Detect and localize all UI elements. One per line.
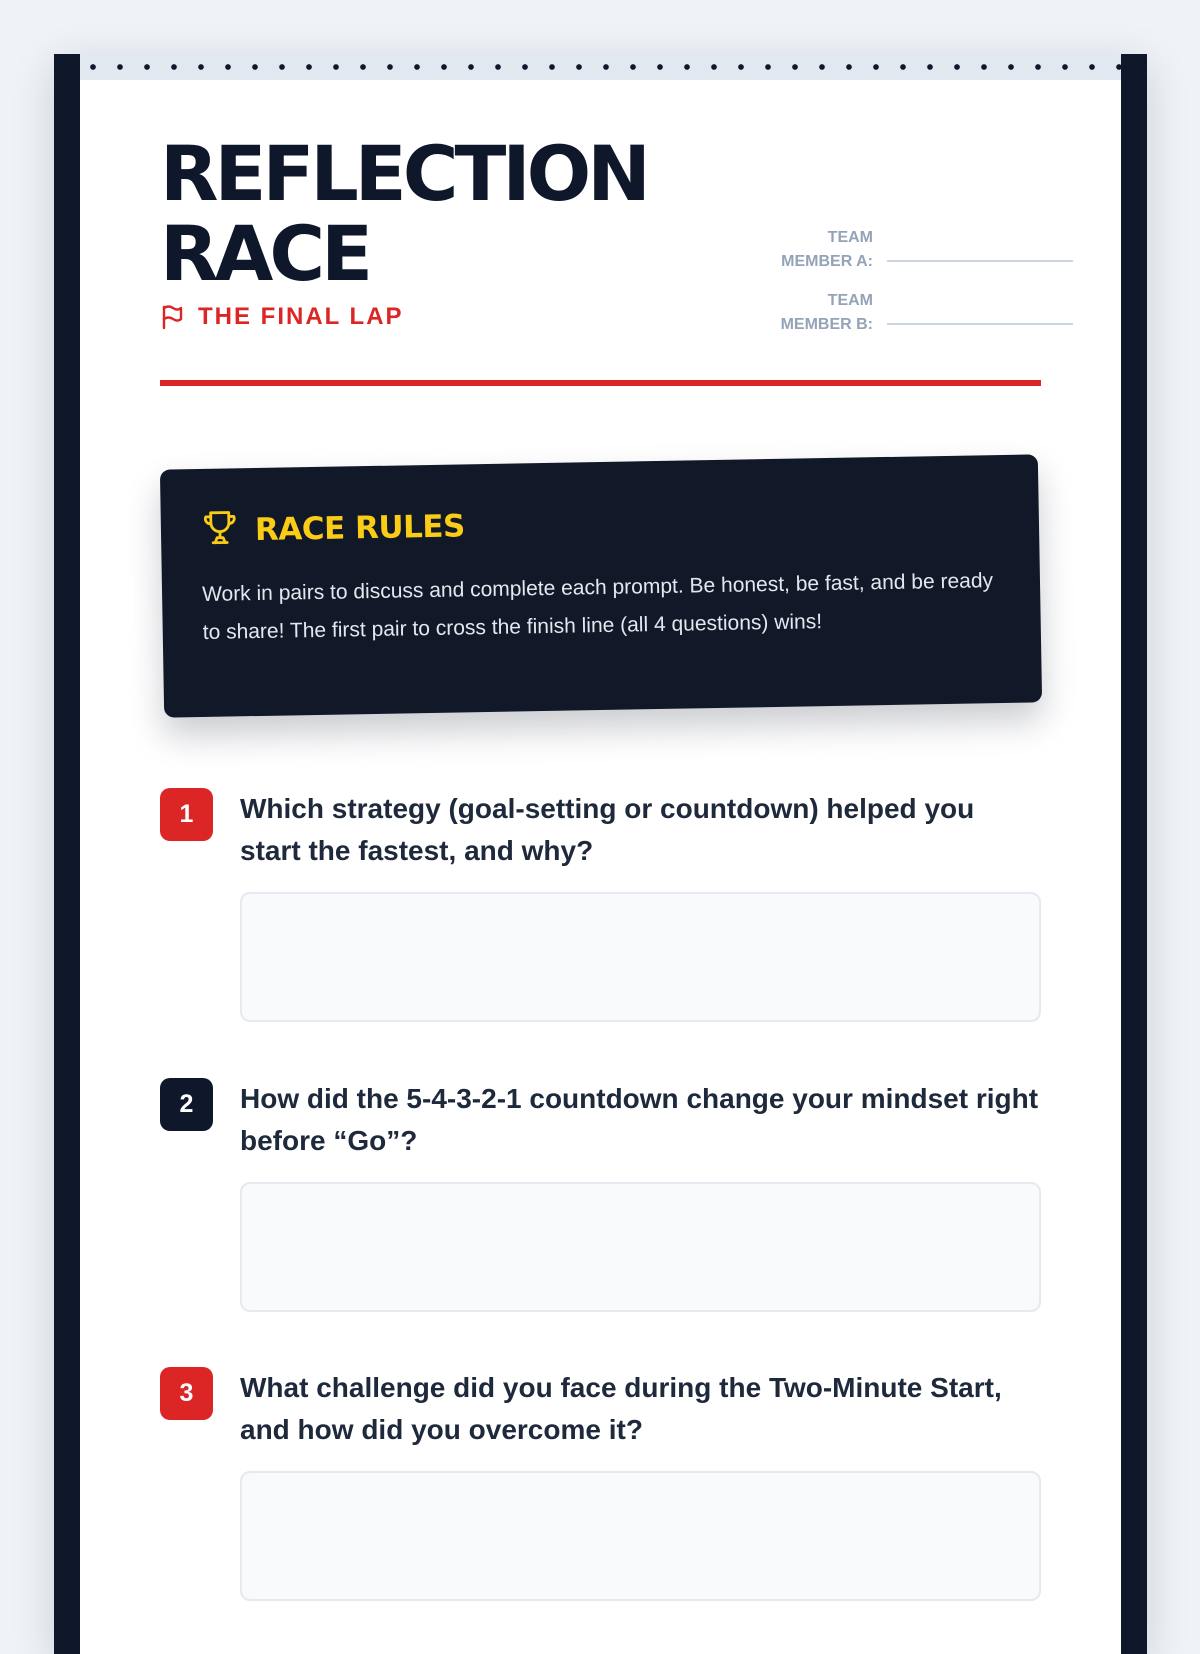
trophy-icon — [201, 508, 240, 552]
question-number-badge: 3 — [160, 1367, 213, 1420]
flag-icon — [160, 304, 184, 330]
worksheet-page — [80, 54, 1121, 1654]
perforated-edge — [80, 54, 1121, 80]
perforation-dots — [90, 64, 1121, 70]
team-member-a-label: TEAM MEMBER A: — [781, 229, 873, 270]
race-rules-card — [160, 454, 1042, 717]
race-rules-text: Work in pairs to discuss and complete each prompt. Be honest, be fast, and be ready to share! The first pair to cross the finish line (all 4 questions) wins! — [201, 569, 994, 644]
team-member-a-field[interactable] — [887, 260, 1073, 262]
question-text: What challenge did you face during the Two-Minute Start, and how did you overcome it? — [240, 1372, 1002, 1445]
header-divider — [160, 380, 1041, 386]
race-rules-header — [201, 495, 1000, 552]
team-member-a-row — [773, 226, 1073, 274]
question-number-badge: 2 — [160, 1078, 213, 1131]
answer-box[interactable] — [240, 1182, 1041, 1312]
answer-box[interactable] — [240, 1471, 1041, 1601]
race-rules-title: RACE RULES — [254, 507, 466, 548]
page-title: REFLECTION RACE — [160, 129, 647, 298]
question-number-badge: 1 — [160, 788, 213, 841]
team-member-b-label: TEAM MEMBER B: — [780, 292, 873, 333]
question-text: Which strategy (goal-setting or countdown) helped you start the fastest, and why? — [240, 793, 975, 866]
team-member-b-field[interactable] — [887, 323, 1073, 325]
worksheet-frame — [54, 54, 1147, 1654]
team-member-b-row — [773, 289, 1073, 337]
subtitle-text: THE FINAL LAP — [198, 303, 404, 330]
question-text: How did the 5-4-3-2-1 countdown change your mindset right before “Go”? — [240, 1083, 1039, 1156]
page-subtitle — [160, 302, 404, 332]
answer-box[interactable] — [240, 892, 1041, 1022]
